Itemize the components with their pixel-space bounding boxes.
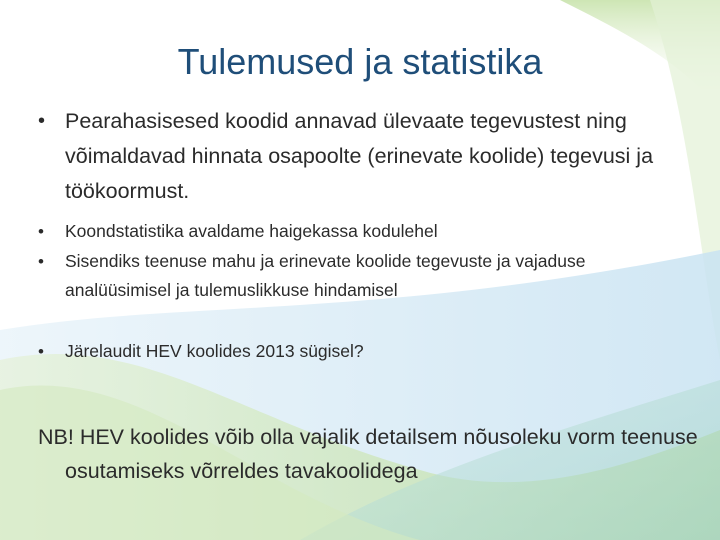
list-item — [38, 217, 688, 246]
bullet-marker: • — [38, 342, 44, 361]
slide-title: Tulemused ja statistika — [177, 41, 543, 82]
bullet-marker: • — [38, 110, 46, 132]
list-item-text: Koondstatistika avaldame haigekassa kodulehel — [65, 221, 438, 241]
note-text: NB! HEV koolides võib olla vajalik detailsem nõusoleku vorm teenuse osutamiseks võrreldes tavakoolidega — [38, 425, 698, 483]
list-item-text: Järelaudit HEV koolides 2013 sügisel? — [65, 341, 364, 361]
list-item-text: Pearahasisesed koodid annavad ülevaate tegevustest ning võimaldavad hinnata osapoolte (erinevate koolide) tegevusi ja töökoormust. — [65, 109, 654, 203]
list-item — [38, 247, 688, 305]
list-item — [38, 337, 688, 366]
bullet-list — [38, 104, 688, 366]
list-item — [38, 104, 688, 209]
bullet-marker: • — [38, 252, 44, 271]
bullet-marker: • — [38, 222, 44, 241]
list-item-text: Sisendiks teenuse mahu ja erinevate koolide tegevuste ja vajaduse analüüsimisel ja tulemuslikkuse hindamisel — [65, 251, 586, 300]
